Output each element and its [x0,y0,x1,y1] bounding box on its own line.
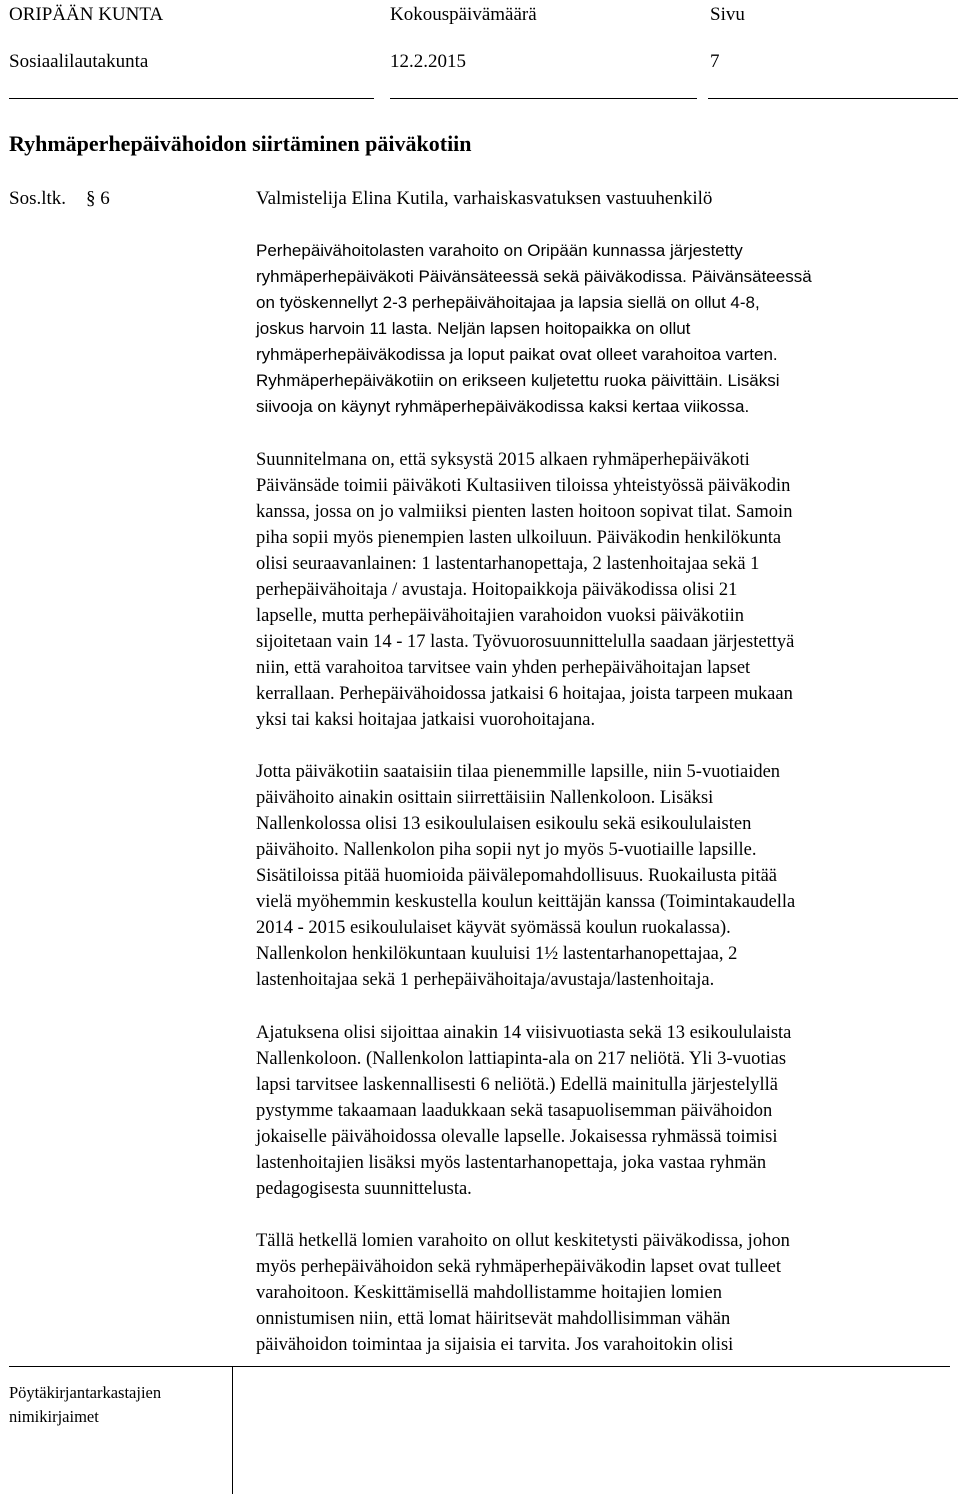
board-name: Sosiaalilautakunta [9,51,149,72]
paragraph-line: vielä myöhemmin keskustella koulun keittäjän kanssa (Toimintakaudella [256,892,796,912]
paragraph-line: siivooja on käynyt ryhmäperhepäiväkodissa kaksi kertaa viikossa. [256,397,750,416]
paragraph-line: ryhmäperhepäiväkodissa ja loput paikat ovat olleet varahoitoa varten. [256,345,778,364]
paragraph-4 [256,1020,956,1202]
paragraph-line: pystymme takaamaan laadukkaan sekä tasapuolisemman päivähoidon [256,1101,773,1121]
paragraph-line: piha sopii myös pienempien lasten ulkoiluun. Päiväkodin henkilökunta [256,528,782,548]
paragraph-3 [256,759,956,993]
paragraph-line: Jotta päiväkotiin saataisiin tilaa pienemmille lapsille, niin 5-vuotiaiden [256,762,781,782]
paragraph-line: on työskennellyt 2-3 perhepäivähoitajaa ja lapsia siellä on ollut 4-8, [256,293,760,312]
header-rule-left [9,98,374,99]
header-rule-middle [390,98,697,99]
header-rule-right [708,98,958,99]
paragraph-line: sijoitetaan vain 14 - 17 lasta. Työvuorosuunnittelulla saadaan järjestettyä [256,632,795,652]
paragraph-line: pedagogisesta suunnittelusta. [256,1179,472,1199]
preparer: Valmistelija Elina Kutila, varhaiskasvatuksen vastuuhenkilö [256,188,713,209]
paragraph-1 [256,238,956,420]
paragraph-line: joskus harvoin 11 lasta. Neljän lapsen hoitopaikka on ollut [256,319,691,338]
paragraph-line: jokaiselle päivähoidossa olevalle lapselle. Jokaisessa ryhmässä toimisi [256,1127,778,1147]
paragraph-line: myös perhepäivähoidon sekä ryhmäperhepäiväkodin lapset ovat tulleet [256,1257,782,1277]
footer-rule [9,1366,950,1367]
paragraph-line: lapsi tarvitsee laskennallisesti 6 neliötä.) Edellä mainitulla järjestelyllä [256,1075,778,1095]
paragraph-line: ryhmäperhepäiväkoti Päivänsäteessä sekä päiväkodissa. Päivänsäteessä [256,267,812,286]
date-label: Kokouspäivämäärä [390,4,537,25]
paragraph-line: Ajatuksena olisi sijoittaa ainakin 14 viisivuotiasta sekä 13 esikoululaista [256,1023,792,1043]
page-number: 7 [710,51,720,72]
paragraph-line: Nallenkoloon. (Nallenkolon lattiapinta-ala on 217 neliötä. Yli 3-vuotias [256,1049,787,1069]
paragraph-line: kanssa, jossa on jo valmiiksi pienten lasten hoitoon sopivat tilat. Samoin [256,502,793,522]
paragraph-line: yksi tai kaksi hoitajaa jatkaisi vuorohoitajana. [256,710,596,730]
paragraph-line: lastenhoitajien lisäksi myös lastentarhanopettaja, joka vastaa ryhmän [256,1153,767,1173]
page-title: Ryhmäperhepäivähoidon siirtäminen päiväkotiin [9,131,472,156]
paragraph-line: päivähoidon toimintaa ja sijaisia ei tarvita. Jos varahoitokin olisi [256,1335,734,1355]
footer-label-line2: nimikirjaimet [9,1407,99,1426]
paragraph-line: Suunnitelmana on, että syksystä 2015 alkaen ryhmäperhepäiväkoti [256,450,750,470]
paragraph-line: lastenhoitajaa sekä 1 perhepäivähoitaja/avustaja/lastenhoitaja. [256,970,715,990]
paragraph-line: lapselle, mutta perhepäivähoitajien varahoidon vuoksi päiväkotiin [256,606,745,626]
section-ref: Sos.ltk. [9,188,67,209]
paragraph-2 [256,447,956,733]
footer-divider [232,1366,233,1494]
paragraph-line: niin, että varahoitoa tarvitsee vain yhden perhepäivähoitajan lapset [256,658,751,678]
paragraph-line: Nallenkolon henkilökuntaan kuuluisi 1½ lastentarhanopettajaa, 2 [256,944,738,964]
paragraph-line: Perhepäivähoitolasten varahoito on Oripään kunnassa järjestetty [256,241,743,260]
page-label: Sivu [710,4,745,25]
paragraph-line: olisi seuraavanlainen: 1 lastentarhanopettaja, 2 lastenhoitajaa sekä 1 [256,554,760,574]
paragraph-line: Sisätiloissa pitää huomioida päivälepomahdollisuus. Ruokailusta pitää [256,866,778,886]
paragraph-line: perhepäivähoitaja / avustaja. Hoitopaikkoja päiväkodissa olisi 21 [256,580,738,600]
org-name: ORIPÄÄN KUNTA [9,4,164,25]
paragraph-line: Ryhmäperhepäiväkotiin on erikseen kuljetettu ruoka päivittäin. Lisäksi [256,371,780,390]
paragraph-line: kerrallaan. Perhepäivähoidossa jatkaisi 6 hoitajaa, joista tarpeen mukaan [256,684,793,704]
paragraph-line: Nallenkolossa olisi 13 esikoululaisen esikoulu sekä esikoululaisten [256,814,752,834]
paragraph-5 [256,1228,956,1358]
paragraph-line: Päivänsäde toimii päiväkoti Kultasiiven tiloissa yhteistyössä päiväkodin [256,476,791,496]
paragraph-line: päivähoito ainakin osittain siirrettäisiin Nallenkoloon. Lisäksi [256,788,714,808]
paragraph-line: Tällä hetkellä lomien varahoito on ollut keskitetysti päiväkodissa, johon [256,1231,790,1251]
paragraph-line: varahoitoon. Keskittämisellä mahdollistamme hoitajien lomien [256,1283,722,1303]
section-number: § 6 [86,188,110,209]
paragraph-line: 2014 - 2015 esikoululaiset käyvät syömässä koulun ruokalassa). [256,918,731,938]
footer-label-line1: Pöytäkirjantarkastajien [9,1383,162,1402]
meeting-date: 12.2.2015 [390,51,466,72]
paragraph-line: päivähoito. Nallenkolon piha sopii nyt jo myös 5-vuotiaille lapsille. [256,840,757,860]
paragraph-line: onnistumisen niin, että lomat häiritsevät mahdollisimman vähän [256,1309,731,1329]
